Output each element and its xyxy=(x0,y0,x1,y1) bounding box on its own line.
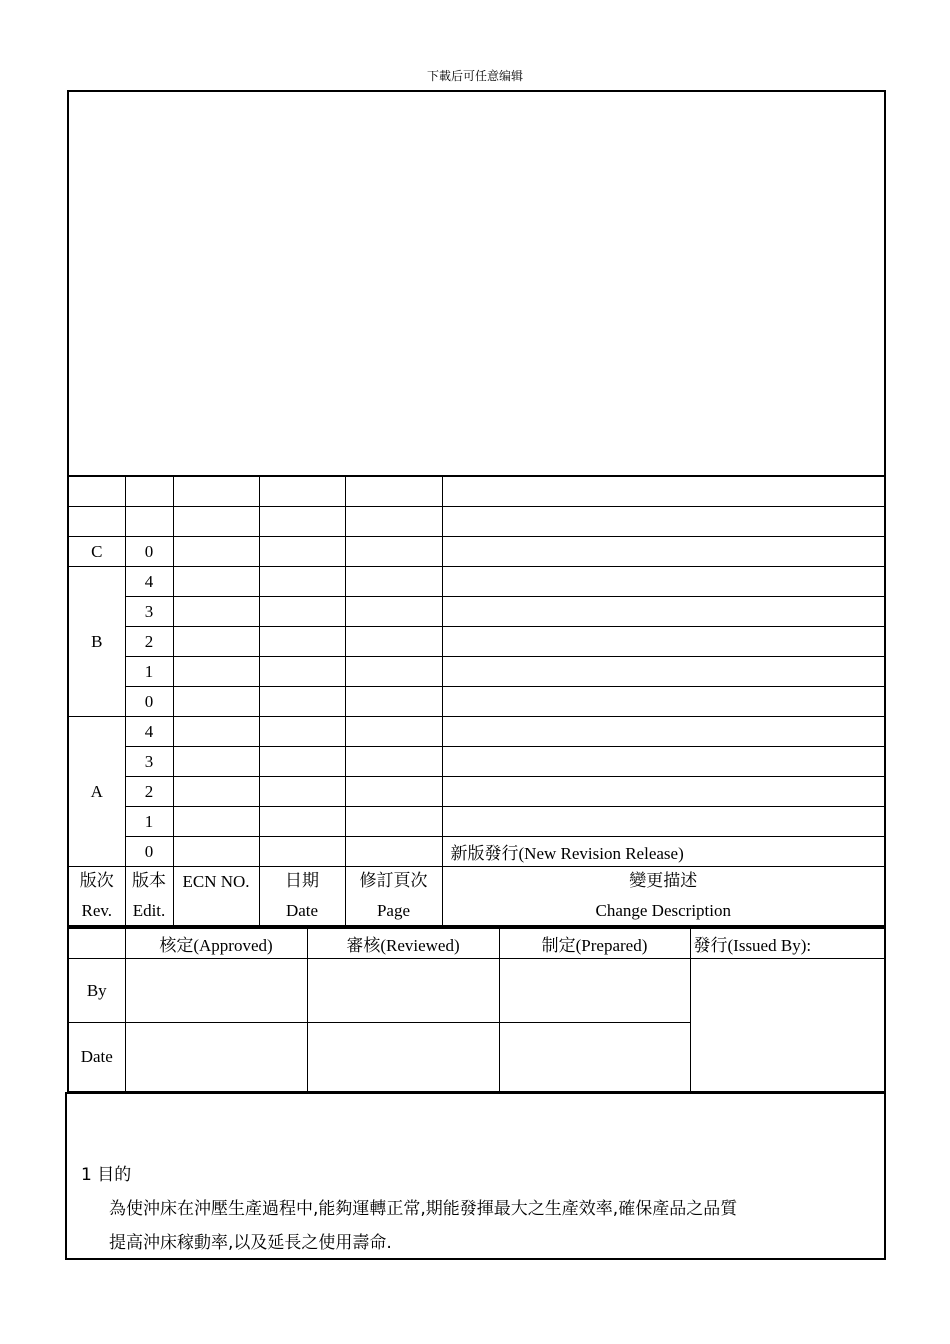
edit-cell: 3 xyxy=(125,597,173,627)
revision-row xyxy=(68,837,885,867)
prepared-by-cell[interactable] xyxy=(499,959,690,1023)
revision-header-row xyxy=(68,867,885,927)
edit-cell: 2 xyxy=(125,777,173,807)
date-cell[interactable] xyxy=(259,507,345,537)
desc-cell[interactable] xyxy=(442,476,885,507)
edit-header xyxy=(125,867,173,927)
rev-cell xyxy=(68,507,125,537)
revision-row xyxy=(68,476,885,507)
date-cell[interactable] xyxy=(259,567,345,597)
page-cell[interactable] xyxy=(345,507,442,537)
revision-row xyxy=(68,747,885,777)
edit-cell: 0 xyxy=(125,687,173,717)
revision-table xyxy=(67,475,886,927)
page-cell[interactable] xyxy=(345,567,442,597)
ecn-cell[interactable] xyxy=(173,837,259,867)
page-cell[interactable] xyxy=(345,687,442,717)
edit-cell: 4 xyxy=(125,567,173,597)
prepared-header: 制定(Prepared) xyxy=(499,928,690,959)
ecn-cell[interactable] xyxy=(173,476,259,507)
revision-row xyxy=(68,597,885,627)
date-label: Date xyxy=(68,1023,125,1093)
prepared-date-cell[interactable] xyxy=(499,1023,690,1093)
purpose-line-2: 提高沖床稼動率,以及延長之使用壽命. xyxy=(109,1233,392,1253)
date-header-en: Date xyxy=(285,901,319,920)
rev-cell: B xyxy=(68,567,125,717)
date-cell[interactable] xyxy=(259,476,345,507)
desc-cell[interactable] xyxy=(442,657,885,687)
ecn-cell[interactable] xyxy=(173,687,259,717)
desc-cell[interactable] xyxy=(442,687,885,717)
page-cell[interactable] xyxy=(345,627,442,657)
date-cell[interactable] xyxy=(259,597,345,627)
date-cell[interactable] xyxy=(259,777,345,807)
desc-cell[interactable]: 新版發行(New Revision Release) xyxy=(442,837,885,867)
edit-cell: 1 xyxy=(125,657,173,687)
revision-row xyxy=(68,567,885,597)
page-cell[interactable] xyxy=(345,717,442,747)
ecn-cell[interactable] xyxy=(173,657,259,687)
edit-cell: 3 xyxy=(125,747,173,777)
desc-cell[interactable] xyxy=(442,537,885,567)
ecn-cell[interactable] xyxy=(173,567,259,597)
edit-cell: 0 xyxy=(125,537,173,567)
page-cell[interactable] xyxy=(345,537,442,567)
desc-cell[interactable] xyxy=(442,627,885,657)
ecn-header xyxy=(173,867,259,927)
date-cell[interactable] xyxy=(259,717,345,747)
ecn-cell[interactable] xyxy=(173,807,259,837)
desc-cell[interactable] xyxy=(442,807,885,837)
desc-cell[interactable] xyxy=(442,597,885,627)
approved-by-cell[interactable] xyxy=(125,959,307,1023)
page-header xyxy=(345,867,442,927)
desc-header-en: Change Description xyxy=(595,901,731,920)
rev-header-en: Rev. xyxy=(81,901,113,920)
signature-header-row xyxy=(68,928,885,959)
ecn-cell[interactable] xyxy=(173,717,259,747)
ecn-cell[interactable] xyxy=(173,597,259,627)
edit-cell: 2 xyxy=(125,627,173,657)
ecn-header-label: ECN NO. xyxy=(182,872,250,891)
date-cell[interactable] xyxy=(259,657,345,687)
edit-header-cn: 版本 xyxy=(132,871,166,891)
header-note: 下載后可任意编辑 xyxy=(426,69,523,83)
date-cell[interactable] xyxy=(259,807,345,837)
rev-cell: C xyxy=(68,537,125,567)
edit-cell: 1 xyxy=(125,807,173,837)
reviewed-header: 審核(Reviewed) xyxy=(307,928,499,959)
page-cell[interactable] xyxy=(345,807,442,837)
ecn-cell[interactable] xyxy=(173,747,259,777)
date-cell[interactable] xyxy=(259,627,345,657)
edit-header-en: Edit. xyxy=(132,901,166,920)
rev-cell xyxy=(68,476,125,507)
date-cell[interactable] xyxy=(259,537,345,567)
date-header xyxy=(259,867,345,927)
rev-cell: A xyxy=(68,717,125,867)
reviewed-date-cell[interactable] xyxy=(307,1023,499,1093)
edit-cell xyxy=(125,507,173,537)
by-label: By xyxy=(68,959,125,1023)
purpose-line-1: 為使沖床在沖壓生產過程中,能夠運轉正常,期能發揮最大之生產效率,確保產品之品質 xyxy=(109,1199,738,1219)
ecn-cell[interactable] xyxy=(173,507,259,537)
ecn-cell[interactable] xyxy=(173,627,259,657)
ecn-cell[interactable] xyxy=(173,777,259,807)
desc-cell[interactable] xyxy=(442,747,885,777)
page-cell[interactable] xyxy=(345,747,442,777)
signature-table xyxy=(67,927,886,1093)
cover-area xyxy=(67,90,886,476)
approved-date-cell[interactable] xyxy=(125,1023,307,1093)
reviewed-by-cell[interactable] xyxy=(307,959,499,1023)
date-cell[interactable] xyxy=(259,747,345,777)
revision-row xyxy=(68,717,885,747)
revision-row xyxy=(68,687,885,717)
revision-row xyxy=(68,807,885,837)
desc-cell[interactable] xyxy=(442,717,885,747)
issued-by-cell[interactable] xyxy=(690,959,885,1093)
date-cell[interactable] xyxy=(259,687,345,717)
ecn-cell[interactable] xyxy=(173,537,259,567)
date-header-cn: 日期 xyxy=(285,871,319,891)
page-cell[interactable] xyxy=(345,597,442,627)
page-cell[interactable] xyxy=(345,837,442,867)
signature-corner xyxy=(68,928,125,959)
desc-cell[interactable] xyxy=(442,567,885,597)
page-cell[interactable] xyxy=(345,657,442,687)
desc-cell[interactable] xyxy=(442,777,885,807)
revision-row xyxy=(68,657,885,687)
date-cell[interactable] xyxy=(259,837,345,867)
revision-row xyxy=(68,537,885,567)
edit-cell xyxy=(125,476,173,507)
approved-header: 核定(Approved) xyxy=(125,928,307,959)
revision-row xyxy=(68,507,885,537)
signature-by-row xyxy=(68,959,885,1023)
rev-header xyxy=(68,867,125,927)
issued-header: 發行(Issued By): xyxy=(690,928,885,959)
edit-cell: 4 xyxy=(125,717,173,747)
revision-row xyxy=(68,777,885,807)
rev-header-cn: 版次 xyxy=(79,871,114,891)
page-cell[interactable] xyxy=(345,476,442,507)
section-title: 1 目的 xyxy=(81,1165,132,1185)
page-header-cn: 修訂頁次 xyxy=(359,871,428,891)
revision-row xyxy=(68,627,885,657)
desc-cell[interactable] xyxy=(442,507,885,537)
purpose-section xyxy=(65,1092,886,1260)
desc-header xyxy=(442,867,885,927)
page-cell[interactable] xyxy=(345,777,442,807)
page-header-en: Page xyxy=(376,901,411,920)
desc-header-cn: 變更描述 xyxy=(629,871,698,891)
edit-cell: 0 xyxy=(125,837,173,867)
